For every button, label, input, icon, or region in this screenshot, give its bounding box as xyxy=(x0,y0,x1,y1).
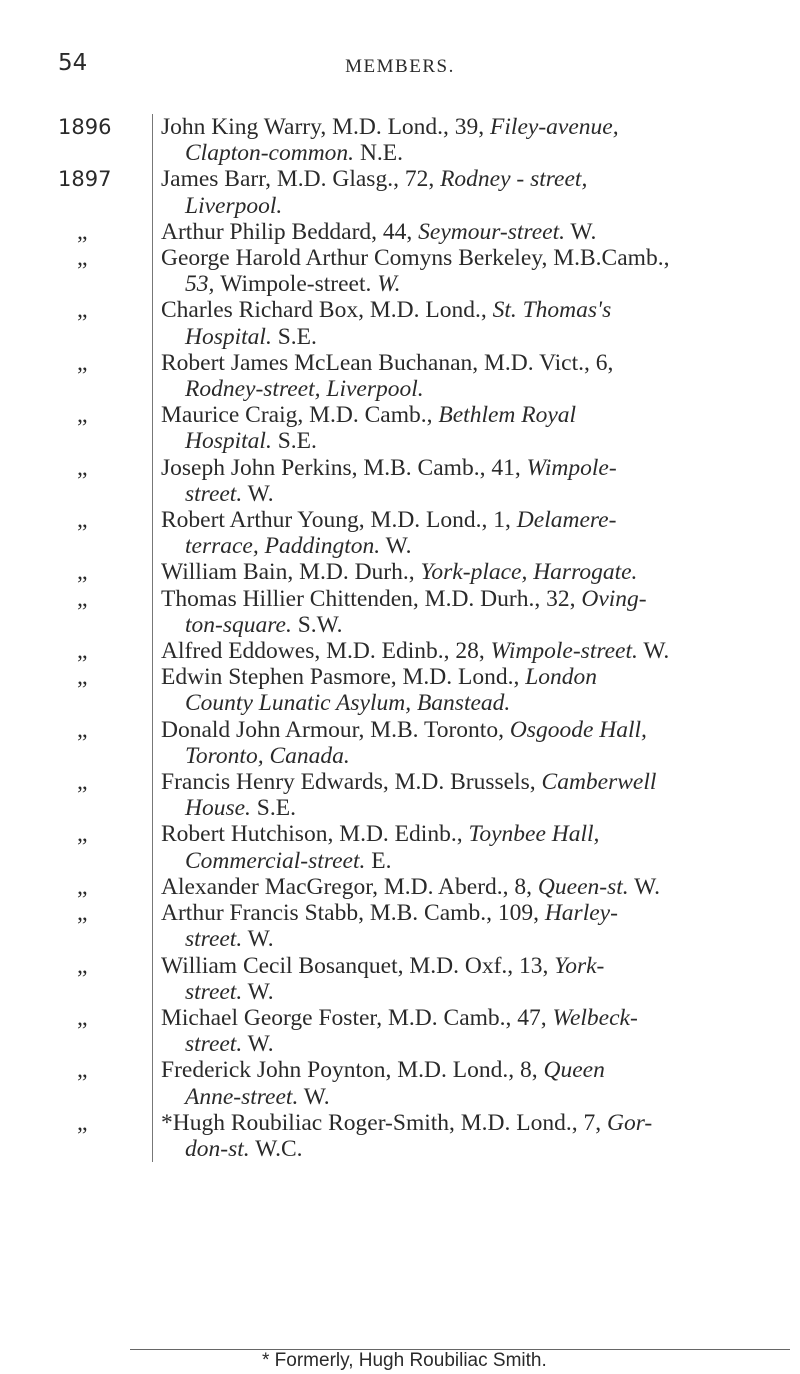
name-text: W. xyxy=(298,1083,330,1110)
member-text xyxy=(152,900,792,952)
member-text xyxy=(152,166,792,218)
election-year: „ xyxy=(77,559,88,586)
member-entry xyxy=(0,507,800,559)
entry-line xyxy=(161,297,792,323)
address-text: York-place, Harrogate. xyxy=(420,559,638,586)
name-text: Alfred Eddowes, M.D. Edinb., 28, xyxy=(161,638,491,665)
entry-continuation xyxy=(161,1136,792,1162)
name-text: S.E. xyxy=(271,323,317,350)
name-text: Donald John Armour, M.B. Toronto, xyxy=(161,716,510,743)
address-text: Rodney-street, Liverpool. xyxy=(185,376,424,403)
member-text xyxy=(152,1110,792,1162)
member-text xyxy=(152,402,792,454)
member-text xyxy=(152,664,792,716)
member-text xyxy=(152,769,792,821)
member-text xyxy=(152,586,792,638)
address-text: Clapton-common. xyxy=(185,140,355,167)
entry-continuation xyxy=(161,324,792,350)
address-text: don-st. xyxy=(185,1135,250,1162)
name-text: W. xyxy=(564,218,597,245)
address-text: Delamere- xyxy=(516,507,617,534)
election-year: „ xyxy=(77,873,88,900)
address-text: Commercial-street. xyxy=(185,847,366,874)
entry-line xyxy=(161,1005,792,1031)
address-text: Harley- xyxy=(544,900,618,927)
election-year: „ xyxy=(77,664,88,691)
member-entry xyxy=(0,900,800,952)
name-text: W. xyxy=(637,638,670,665)
name-text: N.E. xyxy=(354,140,404,167)
member-entry xyxy=(0,114,800,166)
member-text xyxy=(152,245,792,297)
entry-continuation xyxy=(161,1084,792,1110)
entry-line xyxy=(161,245,792,271)
entry-line xyxy=(161,219,792,245)
member-text xyxy=(152,821,792,873)
election-year: „ xyxy=(77,454,88,481)
name-text: W. xyxy=(242,1031,274,1058)
member-entry xyxy=(0,455,800,507)
member-text xyxy=(152,507,792,559)
name-text: William Bain, M.D. Durh., xyxy=(161,559,421,586)
election-year: „ xyxy=(77,349,88,376)
entry-line xyxy=(161,559,792,585)
entry-continuation xyxy=(161,193,792,219)
election-year: 1896 xyxy=(58,115,112,139)
entry-continuation xyxy=(161,743,792,769)
running-head: MEMBERS. xyxy=(345,56,455,77)
name-text: *Hugh Roubiliac Roger-Smith, M.D. Lond., 7, xyxy=(161,1109,608,1136)
address-text: Hospital. xyxy=(185,428,272,455)
entry-line xyxy=(161,1110,792,1136)
election-year: „ xyxy=(77,769,88,796)
member-text xyxy=(152,1005,792,1057)
name-text: Thomas Hillier Chittenden, M.D. Durh., 32, xyxy=(161,585,582,612)
member-text xyxy=(152,455,792,507)
address-text: County Lunatic Asylum, Banstead. xyxy=(185,690,511,717)
member-entry xyxy=(0,586,800,638)
address-text: Camberwell xyxy=(541,769,657,796)
address-text: 53, xyxy=(185,271,221,298)
entry-continuation xyxy=(161,533,792,559)
entry-line xyxy=(161,664,792,690)
name-text: Arthur Philip Beddard, 44, xyxy=(161,218,419,245)
name-text: Joseph John Perkins, M.B. Camb., 41, xyxy=(161,454,527,481)
entry-line xyxy=(161,717,792,743)
member-entry xyxy=(0,717,800,769)
entry-continuation xyxy=(161,428,792,454)
address-text: Filey-avenue, xyxy=(490,114,619,140)
name-text: Michael George Foster, M.D. Camb., 47, xyxy=(161,1004,553,1031)
entry-continuation xyxy=(161,271,792,297)
entry-continuation xyxy=(161,795,792,821)
entry-continuation xyxy=(161,1031,792,1057)
entry-line xyxy=(161,350,792,376)
page-number: 54 xyxy=(58,50,88,76)
entry-line xyxy=(161,166,792,192)
entry-continuation xyxy=(161,376,792,402)
name-text: Edwin Stephen Pasmore, M.D. Lond., xyxy=(161,664,526,691)
name-text: E. xyxy=(365,847,392,874)
address-text: Seymour-street. xyxy=(418,218,565,245)
name-text: William Cecil Bosanquet, M.D. Oxf., 13, xyxy=(161,952,555,979)
name-text: Arthur Francis Stabb, M.B. Camb., 109, xyxy=(161,900,545,927)
address-text: Hospital. xyxy=(185,323,272,350)
member-text xyxy=(152,1057,792,1109)
name-text: Robert Hutchison, M.D. Edinb., xyxy=(161,821,469,848)
address-text: terrace, Paddington. xyxy=(185,533,381,560)
address-text: London xyxy=(525,664,598,691)
member-text xyxy=(152,114,792,166)
address-text: street. xyxy=(185,480,243,507)
election-year: „ xyxy=(77,245,88,272)
name-text: Alexander MacGregor, M.D. Aberd., 8, xyxy=(161,873,538,900)
member-entry xyxy=(0,166,800,218)
address-text: Osgoode Hall, xyxy=(509,716,647,743)
election-year: „ xyxy=(77,900,88,927)
entry-line xyxy=(161,638,792,664)
name-text: George Harold Arthur Comyns Berkeley, M.B.Camb., xyxy=(161,245,670,272)
member-entry xyxy=(0,1005,800,1057)
election-year: 1897 xyxy=(58,167,112,192)
entry-line xyxy=(161,455,792,481)
entry-continuation xyxy=(161,690,792,716)
address-text: Queen xyxy=(543,1057,605,1084)
entry-continuation xyxy=(161,926,792,952)
election-year: „ xyxy=(77,716,88,743)
name-text: Charles Richard Box, M.D. Lond., xyxy=(161,297,493,324)
member-text xyxy=(152,717,792,769)
name-text: Maurice Craig, M.D. Camb., xyxy=(161,402,439,429)
member-entry xyxy=(0,219,800,245)
name-text: James Barr, M.D. Glasg., 72, xyxy=(161,166,441,193)
member-entry xyxy=(0,769,800,821)
entry-continuation xyxy=(161,612,792,638)
entry-line xyxy=(161,900,792,926)
entry-continuation xyxy=(161,140,792,166)
election-year: „ xyxy=(77,297,88,324)
name-text: Frederick John Poynton, M.D. Lond., 8, xyxy=(161,1057,544,1084)
name-text: W. xyxy=(242,978,274,1005)
entry-line xyxy=(161,114,792,140)
member-text xyxy=(152,874,792,900)
footnote: * Formerly, Hugh Roubiliac Smith. xyxy=(262,1350,547,1371)
election-year: „ xyxy=(77,1109,88,1136)
name-text: W. xyxy=(380,533,412,560)
member-text xyxy=(152,297,792,349)
name-text: John King Warry, M.D. Lond., 39, xyxy=(161,114,491,140)
entry-line xyxy=(161,769,792,795)
member-entry xyxy=(0,664,800,716)
member-entry xyxy=(0,402,800,454)
election-year: „ xyxy=(77,402,88,429)
name-text: W. xyxy=(628,873,660,900)
entry-continuation xyxy=(161,848,792,874)
member-entry xyxy=(0,638,800,664)
address-text: street. xyxy=(185,978,243,1005)
address-text: House. xyxy=(185,795,251,822)
address-text: Wimpole- xyxy=(526,454,617,481)
entry-line xyxy=(161,402,792,428)
name-text: Robert James McLean Buchanan, M.D. Vict., 6, xyxy=(161,349,614,376)
member-text xyxy=(152,350,792,402)
member-entry xyxy=(0,953,800,1005)
address-text: Liverpool. xyxy=(185,192,283,219)
name-text: S.E. xyxy=(250,795,296,822)
name-text: Wimpole-street. xyxy=(220,271,372,298)
member-entry xyxy=(0,297,800,349)
member-entry xyxy=(0,821,800,873)
member-text xyxy=(152,953,792,1005)
election-year: „ xyxy=(77,952,88,979)
entry-line xyxy=(161,1057,792,1083)
address-text: street. xyxy=(185,1031,243,1058)
election-year: „ xyxy=(77,1057,88,1084)
member-entry xyxy=(0,350,800,402)
election-year: „ xyxy=(77,821,88,848)
address-text: Toynbee Hall, xyxy=(468,821,600,848)
member-entry xyxy=(0,559,800,585)
member-entry xyxy=(0,245,800,297)
address-text: ton-square. xyxy=(185,611,292,638)
member-list xyxy=(0,114,800,1162)
address-text: Anne-street. xyxy=(185,1083,299,1110)
member-text xyxy=(152,638,792,664)
address-text: Queen-st. xyxy=(537,873,629,900)
election-year: „ xyxy=(77,218,88,245)
member-entry xyxy=(0,1110,800,1162)
name-text: W.C. xyxy=(249,1135,303,1162)
name-text: S.E. xyxy=(271,428,317,455)
address-text: Gor- xyxy=(607,1109,653,1136)
member-text xyxy=(152,219,792,245)
entry-continuation xyxy=(161,481,792,507)
election-year: „ xyxy=(77,507,88,534)
address-text: Welbeck- xyxy=(552,1004,638,1031)
address-text: Rodney - street, xyxy=(440,166,588,193)
entry-line xyxy=(161,953,792,979)
name-text: W. xyxy=(242,480,274,507)
election-year: „ xyxy=(77,638,88,665)
member-entry xyxy=(0,1057,800,1109)
election-year: „ xyxy=(77,585,88,612)
address-text: street. xyxy=(185,926,243,953)
entry-line xyxy=(161,507,792,533)
name-text: Francis Henry Edwards, M.D. Brussels, xyxy=(161,769,542,796)
election-year: „ xyxy=(77,1004,88,1031)
entry-continuation xyxy=(161,979,792,1005)
entry-line xyxy=(161,874,792,900)
address-text: York- xyxy=(554,952,605,979)
address-text: Oving- xyxy=(581,585,647,612)
name-text: W. xyxy=(242,926,274,953)
name-text: Robert Arthur Young, M.D. Lond., 1, xyxy=(161,507,517,534)
address-text: Toronto, Canada. xyxy=(185,742,350,769)
address-text: Bethlem Royal xyxy=(438,402,577,429)
address-text: Wimpole-street. xyxy=(490,638,638,665)
name-text: S.W. xyxy=(291,611,343,638)
address-text: St. Thomas's xyxy=(492,297,612,324)
member-entry xyxy=(0,874,800,900)
address-text: W. xyxy=(371,271,401,298)
entry-line xyxy=(161,586,792,612)
entry-line xyxy=(161,821,792,847)
member-text xyxy=(152,559,792,585)
